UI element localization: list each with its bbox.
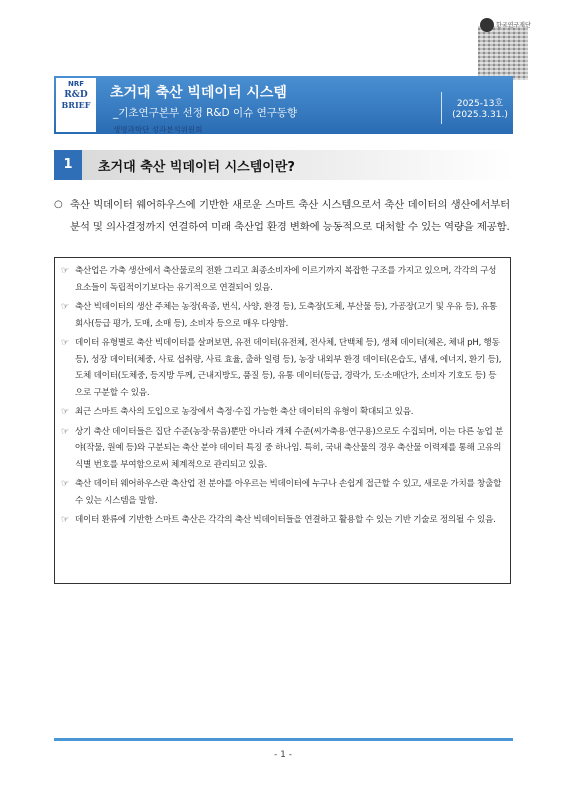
logo-rd-text: R&D xyxy=(64,90,88,100)
note-item xyxy=(61,299,504,332)
issue-number: 2025-13호 xyxy=(456,99,504,109)
logo-brief-text: BRIEF xyxy=(61,100,91,110)
header-divider xyxy=(441,92,442,124)
note-item xyxy=(61,476,504,509)
circle-bullet-icon: ○ xyxy=(54,199,63,210)
rd-brief-logo xyxy=(56,78,96,132)
pointing-hand-icon: ☞ xyxy=(61,302,69,312)
intro-paragraph: 축산 빅데이터 웨어하우스에 기반한 새로운 스마트 축산 시스템으로서 축산 데이터의 생산에서부터 분석 및 의사결정까지 연결하여 미래 축산업 환경 변화에 능동적으로 대처할 수 있는 역량을 제공함. xyxy=(70,199,510,233)
nrf-seal-icon xyxy=(480,18,494,32)
document-subtitle: _기초연구본부 선정 R&D 이슈 연구동향 xyxy=(113,107,298,119)
note-text: 데이터 환류에 기반한 스마트 축산은 각각의 축산 빅데이터들을 연결하고 활용할 수 있는 기반 기술로 정의될 수 있음. xyxy=(75,515,496,525)
pointing-hand-icon: ☞ xyxy=(61,426,69,437)
note-text: 축산업은 가축 생산에서 축산물로의 전환 그리고 최종소비자에 이르기까지 복잡한 구조를 가지고 있으며, 각각의 구성 요소들이 독립적이기보다는 유기적으로 연결되어 있음. xyxy=(75,266,497,293)
note-box xyxy=(54,257,511,584)
note-item xyxy=(61,335,504,401)
pointing-hand-icon: ☞ xyxy=(61,407,69,417)
pointing-hand-icon: ☞ xyxy=(61,515,69,525)
note-item xyxy=(61,404,504,421)
section-title: 초거대 축산 빅데이터 시스템이란? xyxy=(98,160,295,175)
footer-rule xyxy=(54,738,513,741)
note-item xyxy=(61,424,504,474)
document-org: 생명과학단 성과분석위원회 xyxy=(113,125,203,134)
document-title: 초거대 축산 빅데이터 시스템 xyxy=(110,85,287,101)
issue-date: (2025.3.31.) xyxy=(452,110,508,120)
note-text: 최근 스마트 축사의 도입으로 농장에서 측정·수집 가능한 축산 데이터의 유형이 확대되고 있음. xyxy=(75,407,414,417)
note-item xyxy=(61,263,504,296)
note-text: 상기 축산 데이터들은 집단 수준(농장·묶음)뿐만 아니라 개체 수준(씨가축용·연구용)으로도 수집되며, 이는 다른 농업 분야(작물, 원예 등)와 구분되는 축산 분야 데이터 특징 중 하나임. 특히, 국내 축산물의 경우 축산물 이력제를 통해 고유의 식별 번호를 부여함으로써 체계적으로 관리되고 있음. xyxy=(75,426,504,470)
page-number: - 1 - xyxy=(274,750,292,760)
qr-code-icon xyxy=(478,26,528,80)
pointing-hand-icon: ☞ xyxy=(61,338,69,348)
note-text: 축산 데이터 웨어하우스란 축산업 전 분야를 아우르는 빅데이터에 누구나 손쉽게 접근할 수 있고, 새로운 가치를 창출할 수 있는 시스템을 말함. xyxy=(75,479,502,506)
qr-org-name: 한국연구재단 xyxy=(496,22,531,29)
pointing-hand-icon: ☞ xyxy=(61,266,69,276)
note-item xyxy=(61,512,504,529)
logo-nrf-text: NRF xyxy=(67,80,85,88)
pointing-hand-icon: ☞ xyxy=(61,479,69,489)
qr-code-block xyxy=(478,18,531,80)
section-number: 1 xyxy=(54,150,82,180)
note-text: 축산 빅데이터의 생산 주체는 농장(육종, 번식, 사양, 환경 등), 도축장(도체, 부산물 등), 가공장(고기 및 우유 등), 유통회사(등급 평가, 도매, 소매 등), 소비자 등으로 매우 다양함. xyxy=(75,302,497,329)
note-text: 데이터 유형별로 축산 빅데이터를 살펴보면, 유전 데이터(유전체, 전사체, 단백체 등), 생체 데이터(체온, 체내 pH, 행동 등), 성장 데이터(체중, 사료 섭취량, 사료 효율, 출하 일령 등), 농장 내외부 환경 데이터(온습도, 냄새, 에너지, 환기 등), 도체 데이터(도체중, 등지방 두께, 근내지방도, 품질 등), 유통 데이터(등급, 경락가, 도·소매단가, 소비자 기호도 등) 등으로 구분할 수 있음. xyxy=(75,338,502,398)
